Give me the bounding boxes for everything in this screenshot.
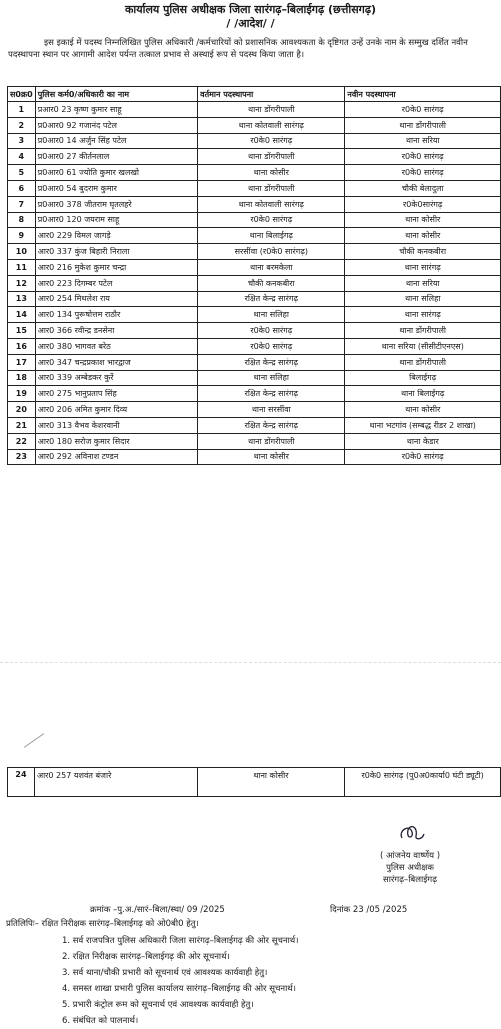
signature-mark (396, 822, 426, 844)
cell-name: प्र0आर0 378 जीतराम घृतलहरे (35, 196, 197, 212)
table-row (8, 386, 501, 402)
cell-new-posting: थाना सारंगढ़ (345, 259, 501, 275)
cell-new-posting: चौकी बेलादुला (345, 180, 501, 196)
office-heading: कार्यालय पुलिस अधीक्षक जिला सारंगढ़–बिलाईगढ़ (छत्तीसगढ़) (124, 3, 377, 16)
cell-serial: 17 (8, 354, 36, 370)
cell-serial: 3 (8, 133, 36, 149)
table-row (8, 149, 501, 165)
cell-serial: 9 (8, 228, 36, 244)
cell-current-posting: रक्षित केन्द्र सारंगढ़ (198, 417, 345, 433)
cell-current-posting: रक्षित केन्द्र सारंगढ़ (198, 386, 345, 402)
cell-new-posting: थाना डोंगरीपाली (345, 354, 501, 370)
cell-current-posting: थाना कोसीर (198, 165, 345, 181)
cell-name: प्र0आर0 61 ज्योति कुमार खलखो (35, 165, 197, 181)
cell-serial: 1 (8, 102, 36, 118)
cell-serial: 7 (8, 196, 36, 212)
cell-serial: 11 (8, 259, 36, 275)
cell-serial: 24 (8, 768, 35, 797)
scan-mark (24, 733, 44, 748)
cell-name: आर0 223 दिगम्बर पटेल (35, 275, 197, 291)
table-row (8, 259, 501, 275)
order-date: दिनांक 23 /05 /2025 (330, 905, 408, 915)
cell-new-posting: र0के0 सारंगढ़ (345, 165, 501, 181)
cell-new-posting: र0के0 सारंगढ़ (पु0अ0कार्या0 घंटी ड्यूटी) (345, 768, 501, 797)
cell-name: प्र0आर0 27 कीर्तनलाल (35, 149, 197, 165)
cell-current-posting: थाना डोंगरीपाली (198, 149, 345, 165)
cell-serial: 15 (8, 323, 36, 339)
cell-current-posting: थाना बरमकेला (198, 259, 345, 275)
page-break (0, 662, 501, 663)
table-row (8, 212, 501, 228)
signatory-name: ( आंजनेय वार्ष्णेय ) (379, 851, 441, 861)
cell-new-posting: थाना सरिया (345, 133, 501, 149)
cell-current-posting: थाना डोंगरीपाली (198, 102, 345, 118)
table-row (8, 102, 501, 118)
cell-name: आर0 257 यशवंत बंजारे (34, 768, 197, 797)
table-header-row (8, 87, 501, 102)
cell-name: आर0 337 कुंज बिहारी निराला (35, 244, 197, 260)
cell-serial: 20 (8, 402, 36, 418)
cell-name: आर0 366 रवीन्द्र डनसेना (35, 323, 197, 339)
cell-current-posting: थाना कोसीर (197, 768, 345, 797)
cell-serial: 8 (8, 212, 36, 228)
col-header-current: वर्तमान पदस्थापना (198, 87, 345, 102)
copy-list-item: 3. सर्व थाना/चौकी प्रभारी को सूचनार्थ एवं आवश्यक कार्यवाही हेतु। (62, 968, 268, 978)
table-row (8, 133, 501, 149)
table-row (8, 370, 501, 386)
cell-name: आर0 134 पुरूषोत्तम राठौर (35, 307, 197, 323)
cell-current-posting: र0के0 सारंगढ़ (198, 133, 345, 149)
table-row (8, 165, 501, 181)
cell-current-posting: थाना कोतवाली सारंगढ़ (198, 196, 345, 212)
cell-name: प्रआर0 23 कृष्ण कुमार साहू (35, 102, 197, 118)
cell-current-posting: थाना सरसींवा (198, 402, 345, 418)
table-row (8, 402, 501, 418)
table-row (8, 417, 501, 433)
cell-new-posting: थाना कोसीर (345, 402, 501, 418)
cell-serial: 19 (8, 386, 36, 402)
copy-list-item: 6. संबंधित को पालनार्थ। (62, 1016, 139, 1026)
cell-name: आर0 313 वैभव केशरवानी (35, 417, 197, 433)
transfer-table-continued (7, 767, 501, 797)
cell-serial: 18 (8, 370, 36, 386)
cell-name: प्र0आर0 120 जयराम साहू (35, 212, 197, 228)
cell-current-posting: थाना डोंगरीपाली (198, 433, 345, 449)
cell-name: आर0 254 मिथलेश राय (35, 291, 197, 307)
cell-current-posting: थाना कोसीर (198, 449, 345, 465)
table-row (8, 180, 501, 196)
cell-serial: 5 (8, 165, 36, 181)
cell-new-posting: थाना भटगांव (सम्बद्ध रीडर 2 शाखा) (345, 417, 501, 433)
cell-serial: 13 (8, 291, 36, 307)
cell-name: प्र0आर0 92 गजानंद पटेल (35, 117, 197, 133)
copy-list-item: 4. समस्त शाखा प्रभारी पुलिस कार्यालय सारंगढ़–बिलाईगढ़ की ओर सूचनार्थ। (62, 984, 296, 994)
cell-current-posting: सरसींवा (र0के0 सारंगढ़) (198, 244, 345, 260)
cell-name: प्र0आर0 54 बुदराम कुमार (35, 180, 197, 196)
cell-name: आर0 292 अविनाश टण्डन (35, 449, 197, 465)
cell-current-posting: र0के0 सारंगढ़ (198, 338, 345, 354)
cell-name: आर0 275 भानुप्रताप सिंह (35, 386, 197, 402)
cell-new-posting: थाना सारंगढ़ (345, 307, 501, 323)
cell-new-posting: थाना बिलाईगढ़ (345, 386, 501, 402)
copy-list (62, 933, 482, 1029)
cell-name: आर0 347 चन्द्रप्रकाश भारद्वाज (35, 354, 197, 370)
transfer-table (7, 86, 501, 465)
cell-name: प्र0आर0 14 अर्जुन सिंह पटेल (35, 133, 197, 149)
cell-current-posting: थाना डोंगरीपाली (198, 180, 345, 196)
copy-list-item: 5. प्रभारी कंट्रोल रूम को सूचनार्थ एवं आवश्यक कार्यवाही हेतु। (62, 1000, 254, 1010)
cell-new-posting: र0के0 सारंगढ़ (345, 149, 501, 165)
table-row (8, 449, 501, 465)
cell-serial: 14 (8, 307, 36, 323)
cell-current-posting: थाना बिलाईगढ़ (198, 228, 345, 244)
cell-current-posting: रक्षित केन्द्र सारंगढ़ (198, 354, 345, 370)
cell-serial: 6 (8, 180, 36, 196)
cell-serial: 22 (8, 433, 36, 449)
table-row (8, 323, 501, 339)
cell-new-posting: थाना डोंगरीपाली (345, 117, 501, 133)
cell-new-posting: र0के0सारंगढ़ (345, 196, 501, 212)
cell-serial: 16 (8, 338, 36, 354)
table-row (8, 244, 501, 260)
cell-new-posting: थाना सरिया (सीसीटीएनएस) (345, 338, 501, 354)
cell-serial: 23 (8, 449, 36, 465)
cell-serial: 12 (8, 275, 36, 291)
col-header-new: नवीन पदस्थापना (345, 87, 501, 102)
cell-new-posting: थाना सलिहा (345, 291, 501, 307)
reference-number: क्रमांक –पु.अ./सारं–बिला/स्था/ 09 /2025 (90, 905, 225, 915)
cell-serial: 2 (8, 117, 36, 133)
cell-current-posting: थाना कोतवाली सारंगढ़ (198, 117, 345, 133)
copy-list-item: 2. रक्षित निरीक्षक सारंगढ़–बिलाईगढ़ की ओर सूचनार्थ। (62, 952, 230, 962)
col-header-serial: स0क्र0 (8, 87, 36, 102)
copy-to-label: प्रतिलिपिः– रक्षित निरीक्षक सारंगढ़–बिलाईगढ़ को ओ0बी0 हेतु। (6, 919, 199, 929)
cell-current-posting: थाना सलिहा (198, 370, 345, 386)
cell-name: आर0 180 सरोज कुमार सिदार (35, 433, 197, 449)
order-heading: / /आदेश/ / (226, 17, 275, 30)
cell-new-posting: र0के0 सारंगढ़ (345, 449, 501, 465)
table-row (8, 196, 501, 212)
cell-name: आर0 216 मुकेश कुमार चन्द्रा (35, 259, 197, 275)
table-row (8, 354, 501, 370)
cell-new-posting: थाना कोसीर (345, 212, 501, 228)
table-row (8, 291, 501, 307)
cell-serial: 10 (8, 244, 36, 260)
cell-name: आर0 339 अम्बेडकर कुर्रे (35, 370, 197, 386)
cell-new-posting: थाना डोंगरीपाली (345, 323, 501, 339)
table-row (8, 117, 501, 133)
cell-new-posting: थाना केडार (345, 433, 501, 449)
cell-name: आर0 229 विमल जागड़े (35, 228, 197, 244)
table-row (8, 338, 501, 354)
cell-new-posting: बिलाईगढ़ (345, 370, 501, 386)
cell-serial: 21 (8, 417, 36, 433)
signatory-location: सारंगढ़–बिलाईगढ़ (382, 875, 437, 885)
table-row (8, 768, 501, 797)
table-row (8, 275, 501, 291)
cell-current-posting: रक्षित केन्द्र सारंगढ़ (198, 291, 345, 307)
cell-new-posting: थाना सरिया (345, 275, 501, 291)
table-row (8, 228, 501, 244)
cell-new-posting: चौकी कनकबीरा (345, 244, 501, 260)
cell-name: आर0 380 भागवत बरेठ (35, 338, 197, 354)
signature-block (330, 850, 490, 886)
table-row (8, 307, 501, 323)
cell-current-posting: चौकी कनकबीरा (198, 275, 345, 291)
copy-list-item: 1. सर्व राजपत्रित पुलिस अधिकारी जिला सारंगढ़–बिलाईगढ़ की ओर सूचनार्थ। (62, 936, 299, 946)
cell-name: आर0 206 अमित कुमार दिव्य (35, 402, 197, 418)
cell-current-posting: र0के0 सारंगढ़ (198, 323, 345, 339)
cell-new-posting: थाना कोसीर (345, 228, 501, 244)
cell-new-posting: र0के0 सारंगढ़ (345, 102, 501, 118)
cell-current-posting: र0के0 सारंगढ़ (198, 212, 345, 228)
table-row (8, 433, 501, 449)
cell-current-posting: थाना सलिहा (198, 307, 345, 323)
signatory-designation: पुलिस अधीक्षक (386, 863, 434, 873)
cell-serial: 4 (8, 149, 36, 165)
intro-paragraph: इस इकाई में पदस्थ निम्नलिखित पुलिस अधिकारी /कर्मचारियों को प्रशासनिक आवश्यकता के दृष्टिगत उन्हें उनके नाम के सम्मुख दर्शित नवीन पदस्थापना स्थान पर आगामी आदेश पर्यन्त तत्काल प्रभाव से अस्थाई रूप से पदस्थ किया जाता है। (8, 38, 468, 60)
col-header-name: पुलिस कर्म0/अधिकारी का नाम (35, 87, 197, 102)
